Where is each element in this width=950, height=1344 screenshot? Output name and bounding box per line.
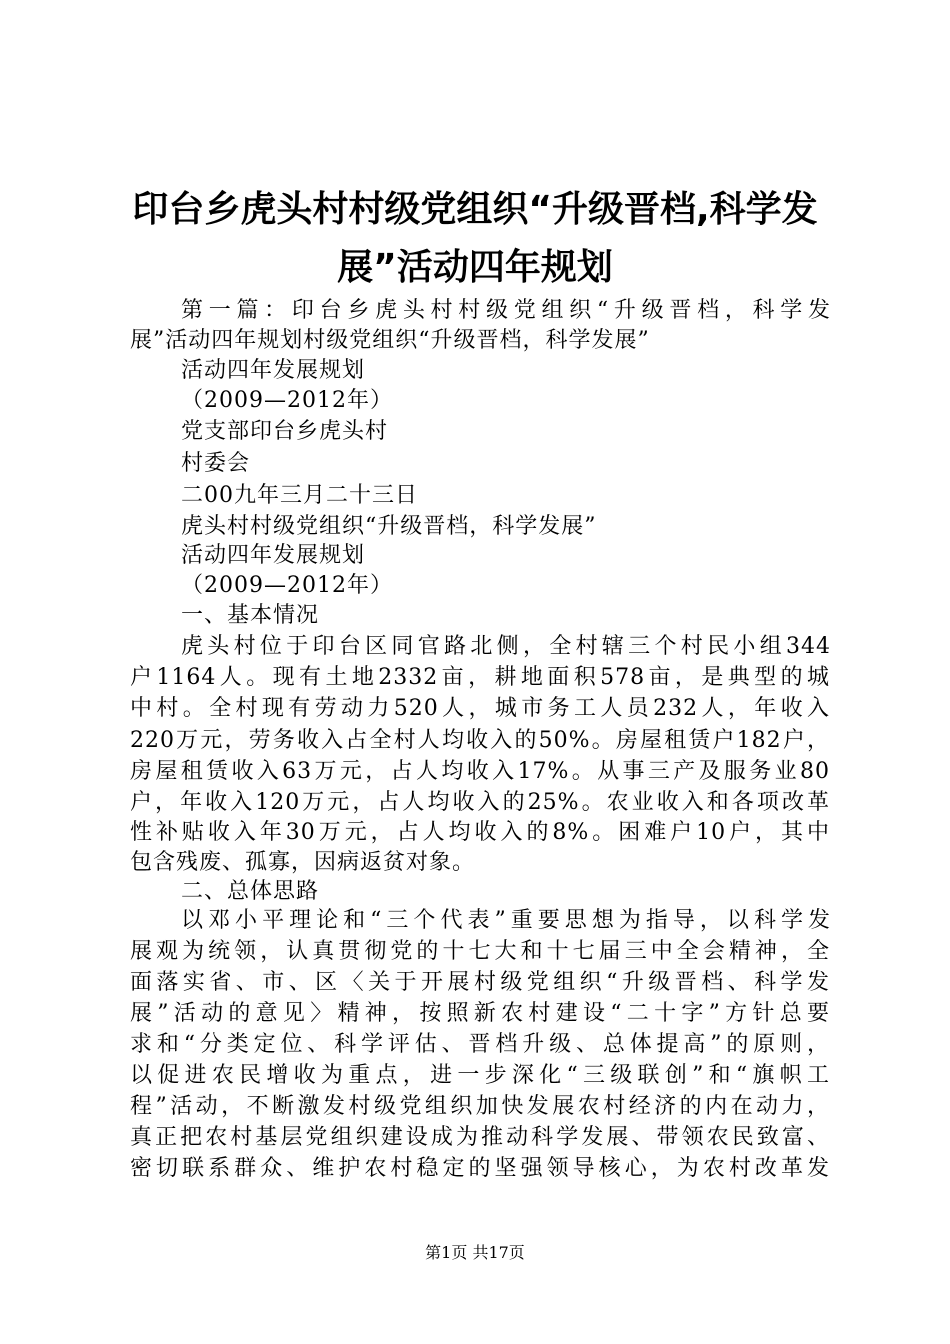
section-heading: 一、基本情况	[181, 603, 320, 628]
body-line: 展”活动四年规划村级党组织“升级晋档，科学发展”	[130, 328, 650, 353]
body-line: 以邓小平理论和“三个代表”重要思想为指导，以科学发	[181, 908, 831, 933]
body-line: 性补贴收入年30万元，占人均收入的8%。困难户10户，其中	[130, 820, 830, 845]
page-number-footer: 第1页 共17页	[425, 1243, 525, 1262]
body-line: 程”活动，不断激发村级党组织加快发展农村经济的内在动力，	[130, 1094, 830, 1119]
body-line: 二00九年三月二十三日	[181, 483, 418, 508]
body-line: 户，年收入120万元，占人均收入的25%。农业收入和各项改革	[130, 790, 830, 815]
body-line: 密切联系群众、维护农村稳定的坚强领导核心，为农村改革发	[130, 1156, 830, 1181]
body-line: 房屋租赁收入63万元，占人均收入17%。从事三产及服务业80	[130, 759, 830, 784]
body-line: 包含残废、孤寡，因病返贫对象。	[130, 850, 476, 875]
body-line: 中村。全村现有劳动力520人，城市务工人员232人，年收入	[130, 696, 830, 721]
document-title-line-1: 印台乡虎头村村级党组织“升级晋档,科学发	[132, 189, 818, 230]
body-line: 活动四年发展规划	[181, 543, 366, 568]
body-line: 展”活动的意见〉精神，按照新农村建设“二十字”方针总要	[130, 1001, 830, 1026]
body-line: 展观为统领，认真贯彻党的十七大和十七届三中全会精神，全	[130, 939, 830, 964]
body-line: 村委会	[181, 451, 251, 476]
body-line: 虎头村位于印台区同官路北侧，全村辖三个村民小组344	[181, 634, 831, 659]
body-line: 以促进农民增收为重点，进一步深化“三级联创”和“旗帜工	[130, 1063, 830, 1088]
body-line: 面落实省、市、区〈关于开展村级党组织“升级晋档、科学发	[130, 970, 830, 995]
body-line: （2009—2012年）	[181, 388, 393, 413]
body-line: 真正把农村基层党组织建设成为推动科学发展、带领农民致富、	[130, 1125, 830, 1150]
body-line: （2009—2012年）	[181, 573, 393, 598]
body-line: 活动四年发展规划	[181, 358, 366, 383]
body-line: 虎头村村级党组织“升级晋档，科学发展”	[181, 514, 597, 539]
section-heading: 二、总体思路	[181, 879, 320, 904]
document-title-line-2: 展”活动四年规划	[337, 247, 613, 288]
body-line: 求和“分类定位、科学评估、晋档升级、总体提高”的原则，	[130, 1032, 830, 1057]
body-line: 党支部印台乡虎头村	[181, 419, 389, 444]
body-line: 第一篇：印台乡虎头村村级党组织“升级晋档，科学发	[181, 298, 831, 323]
body-line: 220万元，劳务收入占全村人均收入的50%。房屋租赁户182户，	[130, 728, 830, 753]
body-line: 户1164人。现有土地2332亩，耕地面积578亩，是典型的城	[130, 665, 830, 690]
